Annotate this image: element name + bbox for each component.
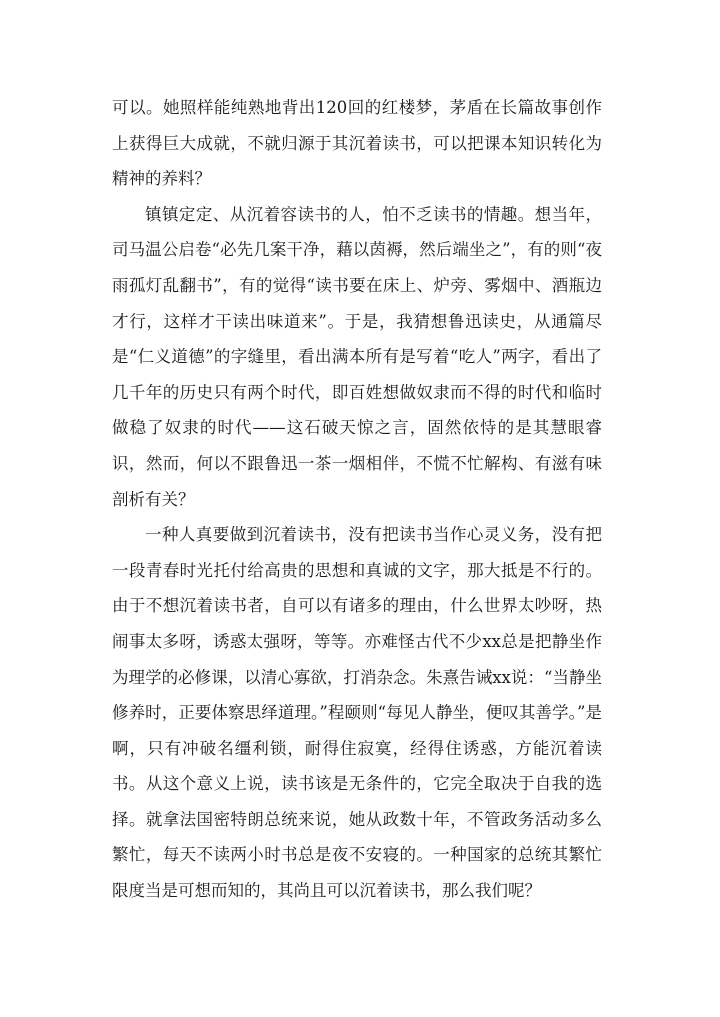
- body-text: [112, 90, 602, 909]
- paragraph-2: 镇镇定定、从沉着容读书的人，怕不乏读书的情趣。想当年，司马温公启卷“必先几案干净，藉以茵褥，然后端坐之”，有的则“夜雨孤灯乱翻书”，有的觉得“读书要在床上、炉旁、雾烟中、酒瓶边才行，这样才干读出味道来”。于是，我猜想鲁迅读史，从通篇尽是“仁义道德”的字缝里，看出满本所有是写着“吃人”两字，看出了几千年的历史只有两个时代，即百姓想做奴隶而不得的时代和临时做稳了奴隶的时代——这石破天惊之言，固然依恃的是其慧眼睿识，然而，何以不跟鲁迅一茶一烟相伴，不慌不忙解构、有滋有味剖析有关？: [112, 204, 602, 509]
- paragraph-3: 一种人真要做到沉着读书，没有把读书当作心灵义务，没有把一段青春时光托付给高贵的思想和真诚的文字，那大抵是不行的。由于不想沉着读书者，自可以有诸多的理由，什么世界太吵呀，热闹事太多呀，诱惑太强呀，等等。亦难怪古代不少xx总是把静坐作为理学的必修课，以清心寡欲，打消杂念。朱熹告诫xx说：“当静坐修养时，正要体察思绎道理。”程颐则“每见人静坐，便叹其善学。”是啊，只有冲破名缰利锁，耐得住寂寞，经得住诱惑，方能沉着读书。从这个意义上说，读书该是无条件的，它完全取决于自我的选择。就拿法国密特朗总统来说，她从政数十年，不管政务活动多么繁忙，每天不读两小时书总是夜不安寝的。一种国家的总统其繁忙限度当是可想而知的，其尚且可以沉着读书，那么我们呢？: [112, 525, 602, 901]
- paragraph-1: 可以。她照样能纯熟地背出120回的红楼梦，茅盾在长篇故事创作上获得巨大成就，不就归源于其沉着读书，可以把课本知识转化为精神的养料？: [112, 98, 602, 189]
